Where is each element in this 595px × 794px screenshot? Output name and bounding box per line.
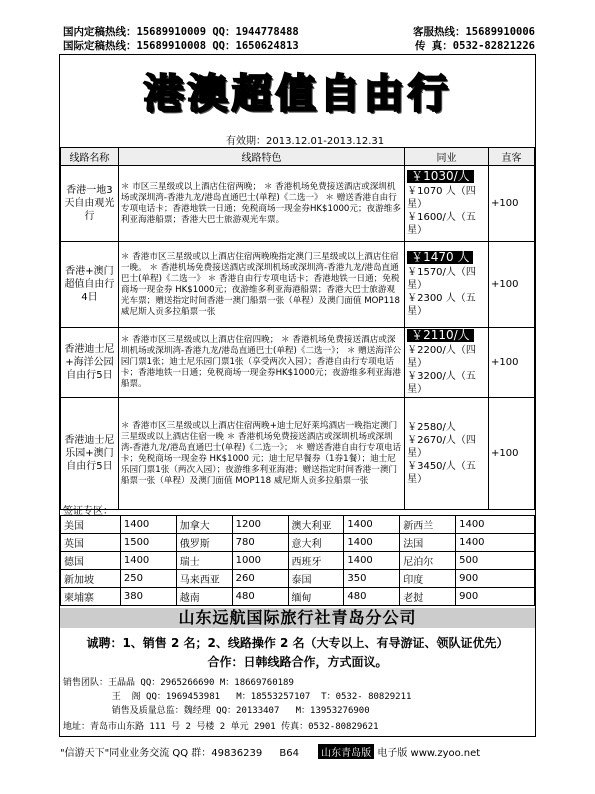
table-row [61, 570, 535, 588]
visa-price: 260 [232, 570, 288, 588]
route-prices [405, 328, 489, 398]
route-name: 香港一地3天自由观光行 [61, 166, 119, 242]
price-five-star: ￥1600/人（五星） [407, 212, 476, 236]
company-name: 山东远航国际旅行社青岛分公司 [60, 608, 535, 628]
table-row [61, 516, 535, 534]
visa-country: 美国 [61, 516, 121, 534]
visa-country: 越南 [176, 588, 232, 606]
footer-brand: 山东青岛版 [318, 744, 374, 759]
header-line-1 [63, 24, 535, 39]
visa-price: 350 [344, 570, 400, 588]
visa-price: 780 [232, 534, 288, 552]
visa-country: 老挝 [400, 588, 456, 606]
routes-header-row [61, 148, 535, 166]
col-route-name: 线路名称 [61, 148, 119, 166]
table-row [61, 242, 535, 328]
visa-price: 900 [456, 570, 535, 588]
route-prices [405, 398, 489, 510]
footer-qq-group: "信游天下"同业业务交流 QQ 群：49836239 [60, 748, 263, 759]
footer-page-number: B64 [279, 748, 299, 759]
visa-price: 480 [232, 588, 288, 606]
col-direct-price: 直客 [489, 148, 535, 166]
route-features: ＊ 市区三星级或以上酒店住宿两晚； ＊ 香港机场免费接送酒店或深圳机场或深圳湾-香港九龙/港岛直通巴士(单程)《二选一》 ＊ 赠送香港自由行专项电话卡；香港地铁一日通；免税商场一现金券HK$1000元；夜游维多利亚海港船票；香港大巴士旅游观光车票。 [118, 166, 404, 242]
table-row [61, 588, 535, 606]
route-name: 香港迪士尼乐园+澳门自由行5日 [61, 398, 119, 510]
contact-line: 销售团队：王晶晶 QQ：2965266690 M：18669760189 [63, 678, 294, 688]
footer-website: 电子版 www.zyoo.net [377, 748, 481, 759]
price-badge: ￥1030/人 [407, 170, 474, 183]
page-title: 港澳超值自由行 [143, 71, 452, 117]
table-row [61, 398, 535, 510]
visa-price: 1400 [120, 552, 176, 570]
route-prices [405, 166, 489, 242]
visa-country: 印度 [400, 570, 456, 588]
visa-price: 1500 [120, 534, 176, 552]
service-hotline: 客服热线：15689910006 [412, 26, 535, 38]
price-four-star: ￥2200/人（四星） [407, 345, 476, 369]
route-features: ＊ 香港市区三星级或以上酒店住宿两晚晚指定澳门三星级或以上酒店住宿一晚。 ＊ 香港机场免费接送酒店或深圳机场或深圳湾-香港九龙/港岛直通巴士(单程)《二选一》 ＊ 香港自由行专项电话卡；香港地铁一日通；免税商场一现金券 HK$1000元；夜游维多利亚海港船票；香港大巴士旅游观光车票；赠送指定时间香港一澳门船票一张（单程）及澳门面值 MOP118 威尼斯人贡多拉船票一张 [118, 242, 404, 328]
footer [60, 744, 540, 759]
price-four-star: ￥1570/人（四星） [407, 267, 476, 291]
visa-price: 380 [120, 588, 176, 606]
direct-price: +100 [489, 242, 535, 328]
price-five-star: ￥3200/人（五星） [407, 371, 476, 395]
direct-price: +100 [489, 398, 535, 510]
route-features: ＊ 香港市区三星级或以上酒店住宿两晚+迪士尼好莱坞酒店一晚指定澳门三星级或以上酒店住宿一晚 ＊ 香港机场免费接送酒店或深圳机场或深圳湾-香港九龙/港岛直通巴士(单程)《二选一》； ＊ 赠送香港自由行专项电话卡；免税商场一现金券 HK$1000 元；迪士尼早餐券（1券1餐）；迪士尼乐园门票1张（两次入园）；夜游维多利亚海港；赠送指定时间香港一澳门船票一张（单程）及澳门面值 MOP118 威尼斯人贡多拉船票一张 [118, 398, 404, 510]
visa-country: 西班牙 [288, 552, 344, 570]
direct-price: +100 [489, 166, 535, 242]
route-features: ＊ 香港市区三星级或以上酒店住宿四晚； ＊ 香港机场免费接送酒店或深圳机场或深圳湾-香港九龙/港岛直通巴士(单程)《二选一》； ＊ 赠送海洋公园门票1张；迪士尼乐园门票1张（享受两次入园）；香港自由行专项电话卡；香港地铁一日通；免税商场一现金券HK$1000元；夜游维多利亚海港船票。 [118, 328, 404, 398]
visa-price: 1400 [344, 516, 400, 534]
visa-price: 250 [120, 570, 176, 588]
visa-country: 新西兰 [400, 516, 456, 534]
visa-country: 澳大利亚 [288, 516, 344, 534]
table-row [61, 552, 535, 570]
visa-country: 缅甸 [288, 588, 344, 606]
international-hotline: 国际定稿热线：15689910008 QQ：1650624813 [63, 40, 299, 52]
visa-country: 英国 [61, 534, 121, 552]
header-line-2 [63, 38, 535, 53]
direct-price: +100 [489, 328, 535, 398]
visa-section-title: 签证专区： [63, 506, 113, 517]
visa-country: 新加坡 [61, 570, 121, 588]
visa-price: 1400 [456, 534, 535, 552]
validity-period: 有效期：2013.12.01-2013.12.31 [226, 136, 385, 147]
price-four-star: ￥2670/人（四星） [407, 435, 476, 459]
visa-price: 900 [456, 588, 535, 606]
recruitment-notice: 诚聘：1、销售 2 名；2、线路操作 2 名（大专以上、有导游证、领队证优先） [86, 636, 509, 650]
route-prices [405, 242, 489, 328]
table-row [61, 534, 535, 552]
visa-table [60, 515, 535, 606]
visa-country: 马来西亚 [176, 570, 232, 588]
visa-price: 1400 [344, 552, 400, 570]
visa-price: 480 [344, 588, 400, 606]
col-trade-price: 同业 [405, 148, 489, 166]
visa-price: 1400 [344, 534, 400, 552]
table-row [61, 328, 535, 398]
visa-price: 1000 [232, 552, 288, 570]
col-route-features: 线路特色 [118, 148, 404, 166]
visa-country: 尼泊尔 [400, 552, 456, 570]
visa-country: 俄罗斯 [176, 534, 232, 552]
visa-country: 柬埔寨 [61, 588, 121, 606]
routes-table [60, 147, 535, 510]
route-name: 香港迪士尼+海洋公园自由行5日 [61, 328, 119, 398]
visa-country: 德国 [61, 552, 121, 570]
visa-price: 1200 [232, 516, 288, 534]
price-base: ￥2580/人 [407, 422, 456, 433]
price-four-star: ￥1070 人（四星） [407, 186, 476, 210]
visa-price: 500 [456, 552, 535, 570]
cooperation-notice: 合作：日韩线路合作，方式面议。 [207, 655, 388, 669]
price-badge: ￥1470 人 [407, 251, 473, 264]
visa-country: 加拿大 [176, 516, 232, 534]
visa-country: 法国 [400, 534, 456, 552]
price-five-star: ￥3450/人（五星） [407, 461, 476, 485]
visa-price: 1400 [120, 516, 176, 534]
visa-price: 1400 [456, 516, 535, 534]
fax-number: 传 真：0532-82821226 [414, 40, 535, 52]
visa-country: 泰国 [288, 570, 344, 588]
address-line: 地址：青岛市山东路 111 号 2 号楼 2 单元 2901 传真：0532-80829621 [63, 722, 379, 732]
visa-country: 意大利 [288, 534, 344, 552]
contact-line: 销售及质量总监：魏经理 QQ：20133407 M：13953276900 [63, 706, 370, 716]
route-name: 香港+澳门超值自由行4日 [61, 242, 119, 328]
price-five-star: ￥2300 人（五星） [407, 293, 476, 317]
price-badge: ￥2110/人 [407, 329, 474, 342]
contact-line: 王 阁 QQ：1969453981 M：18553257107 T：0532- 80829211 [63, 692, 412, 702]
domestic-hotline: 国内定稿热线：15689910009 QQ：1944778488 [63, 26, 299, 38]
table-row [61, 166, 535, 242]
visa-country: 瑞士 [176, 552, 232, 570]
